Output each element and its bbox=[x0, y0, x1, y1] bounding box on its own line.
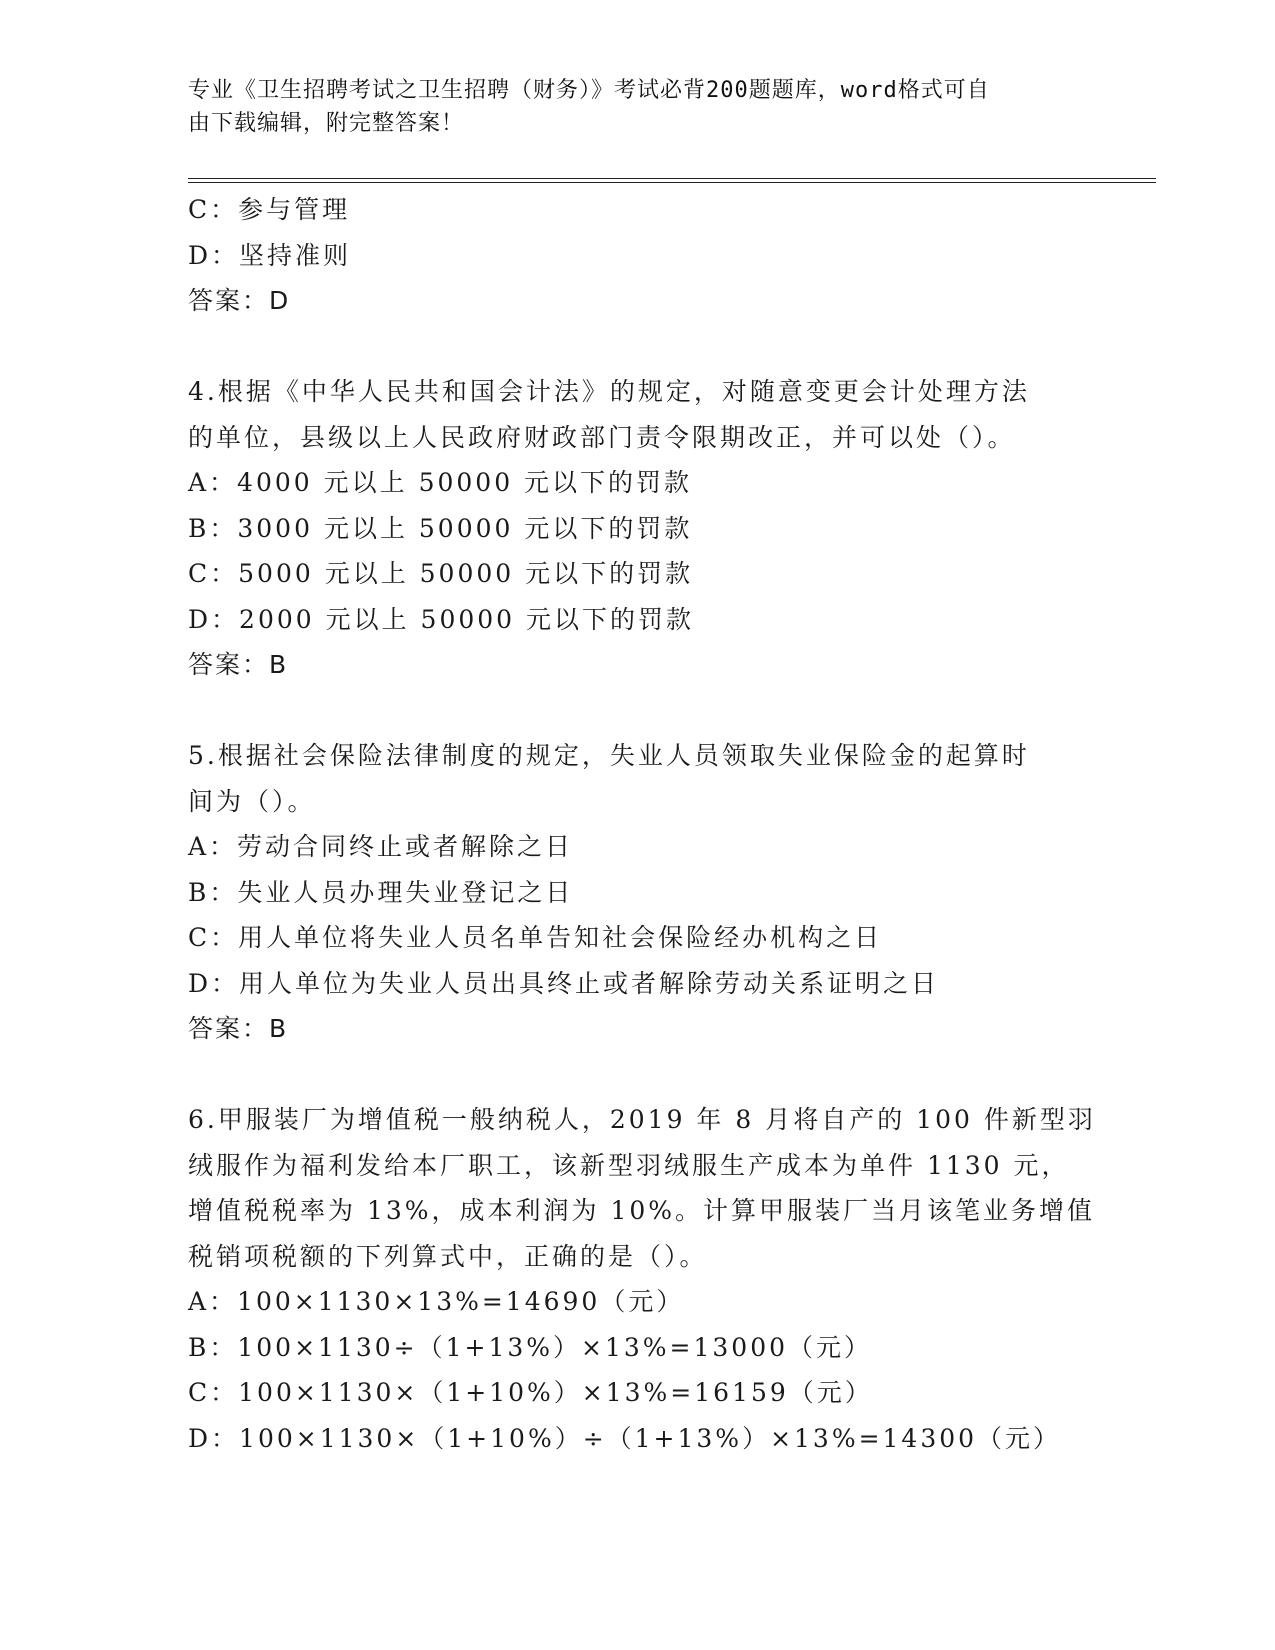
option-d: D：用人单位为失业人员出具终止或者解除劳动关系证明之日 bbox=[188, 968, 940, 998]
option-b: B：100×1130÷（1+13%）×13%=13000（元） bbox=[188, 1332, 873, 1362]
option-c: C：用人单位将失业人员名单告知社会保险经办机构之日 bbox=[188, 923, 883, 952]
spacer bbox=[188, 1052, 1088, 1098]
header-line-1: 专业《卫生招聘考试之卫生招聘（财务）》考试必背200题题库，word格式可自 bbox=[188, 78, 990, 103]
question-stem-line: 6.甲服装厂为增值税一般纳税人，2019 年 8 月将自产的 100 件新型羽 bbox=[188, 1105, 1096, 1134]
option-a: A：4000 元以上 50000 元以下的罚款 bbox=[188, 468, 693, 497]
option-c: C：5000 元以上 50000 元以下的罚款 bbox=[188, 559, 694, 588]
question-stem-line: 4.根据《中华人民共和国会计法》的规定，对随意变更会计处理方法 bbox=[188, 377, 1030, 406]
spacer bbox=[188, 688, 1088, 734]
answer-line: 答案：B bbox=[188, 1014, 289, 1043]
option-c: C：参与管理 bbox=[188, 195, 351, 224]
answer-line: 答案：B bbox=[188, 650, 289, 679]
header-line-2: 由下载编辑，附完整答案！ bbox=[188, 111, 465, 136]
page-header bbox=[188, 74, 1068, 140]
option-a: A：100×1130×13%=14690（元） bbox=[188, 1287, 685, 1316]
option-d: D：坚持准则 bbox=[188, 240, 352, 270]
question-stem-line: 绒服作为福利发给本厂职工，该新型羽绒服生产成本为单件 1130 元， bbox=[188, 1150, 1070, 1180]
option-a: A：劳动合同终止或者解除之日 bbox=[188, 832, 574, 861]
document-body bbox=[188, 187, 1096, 1461]
question-stem-line: 的单位，县级以上人民政府财政部门责令限期改正，并可以处（）。 bbox=[188, 422, 1016, 452]
option-d: D：100×1130×（1+10%）÷（1+13%）×13%=14300（元） bbox=[188, 1423, 1062, 1453]
question-stem-line: 增值税税率为 13%，成本利润为 10%。计算甲服装厂当月该笔业务增值 bbox=[188, 1196, 1096, 1225]
question-stem-line: 5.根据社会保险法律制度的规定，失业人员领取失业保险金的起算时 bbox=[188, 741, 1030, 770]
option-d: D：2000 元以上 50000 元以下的罚款 bbox=[188, 604, 695, 634]
option-b: B：3000 元以上 50000 元以下的罚款 bbox=[188, 513, 693, 543]
header-divider-secondary bbox=[188, 182, 1156, 183]
option-b: B：失业人员办理失业登记之日 bbox=[188, 877, 574, 907]
question-5 bbox=[188, 733, 1088, 1052]
question-4 bbox=[188, 369, 1088, 688]
question-stem-line: 间为（）。 bbox=[188, 786, 316, 816]
option-c: C：100×1130×（1+10%）×13%=16159（元） bbox=[188, 1378, 873, 1407]
question-stem-line: 税销项税额的下列算式中，正确的是（）。 bbox=[188, 1241, 708, 1271]
header-divider bbox=[188, 178, 1156, 179]
answer-line: 答案：D bbox=[188, 286, 291, 315]
question-6 bbox=[188, 1097, 1096, 1461]
spacer bbox=[188, 324, 1088, 370]
